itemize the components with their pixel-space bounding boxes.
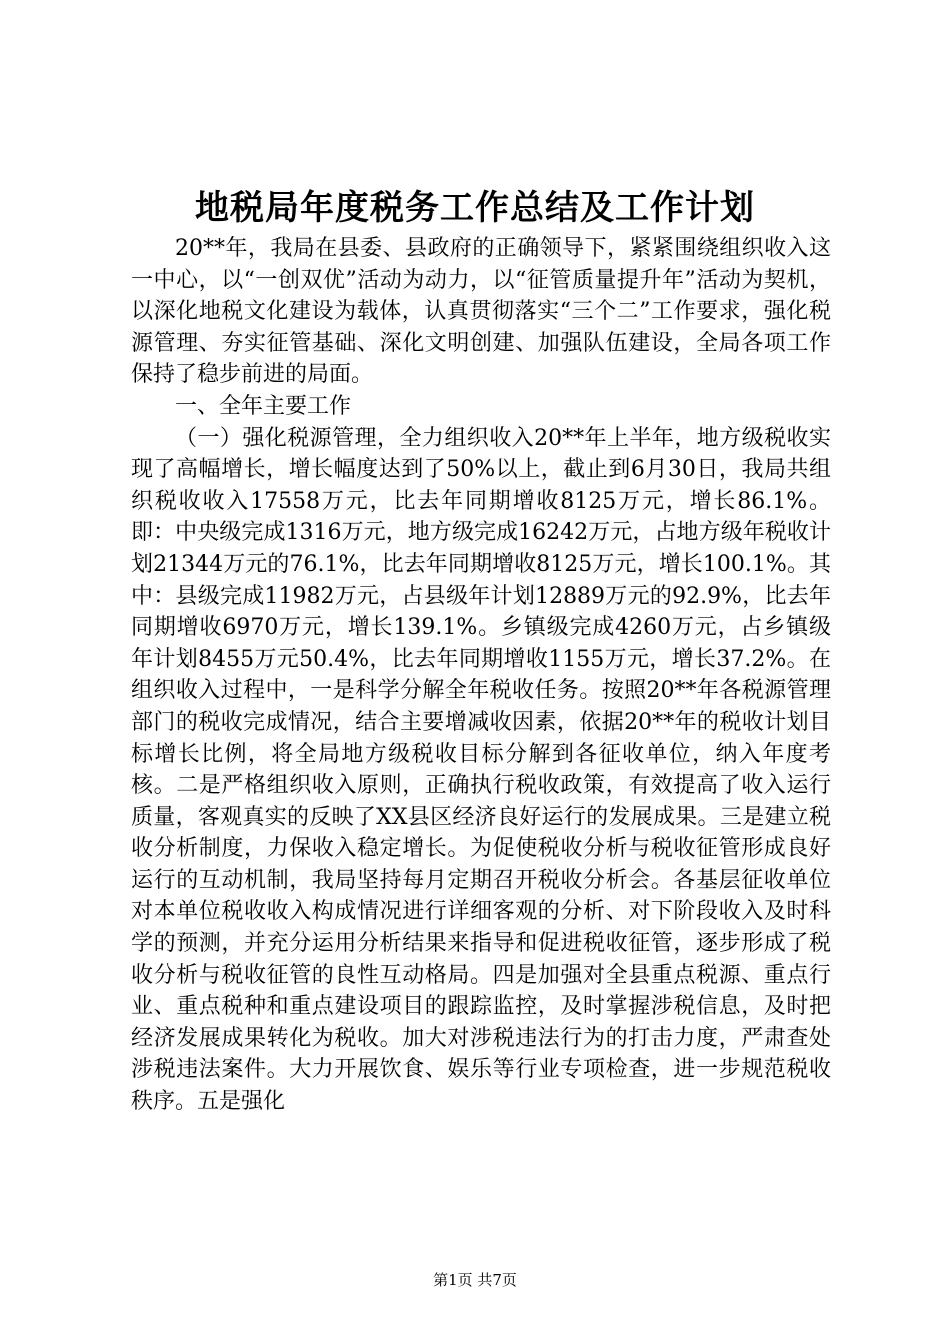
document-body bbox=[131, 233, 831, 1118]
page-footer: 第1页 共7页 bbox=[433, 1271, 517, 1289]
intro-paragraph: 20**年，我局在县委、县政府的正确领导下，紧紧围绕组织收入这一中心，以“一创双优”活动为动力，以“征管质量提升年”活动为契机，以深化地税文化建设为载体，认真贯彻落实“三个二”工作要求，强化税源管理、夯实征管基础、深化文明创建、加强队伍建设，全局各项工作保持了稳步前进的局面。 bbox=[131, 236, 831, 388]
document-title: 地税局年度税务工作总结及工作计划 bbox=[195, 188, 755, 228]
section-heading: 一、全年主要工作 bbox=[175, 393, 352, 419]
section1-paragraph: （一）强化税源管理，全力组织收入20**年上半年，地方级税收实现了高幅增长，增长幅度达到了50%以上，截止到6月30日，我局共组织税收收入17558万元，比去年同期增收8125万元，增长86.1%。即：中央级完成1316万元，地方级完成16242万元，占地方级年税收计划21344万元的76.1%，比去年同期增收8125万元，增长100.1%。其中：县级完成11982万元，占县级年计划12889万元的92.9%，比去年同期增收6970万元，增长139.1%。乡镇级完成4260万元，占乡镇级年计划8455万元50.4%，比去年同期增收1155万元，增长37.2%。在组织收入过程中，一是科学分解全年税收任务。按照20**年各税源管理部门的税收完成情况，结合主要增减收因素，依据20**年的税收计划目标增长比例，将全局地方级税收目标分解到各征收单位，纳入年度考核。二是严格组织收入原则，正确执行税收政策，有效提高了收入运行质量，客观真实的反映了XX县区经济良好运行的发展成果。三是建立税收分析制度，力保收入稳定增长。为促使税收分析与税收征管形成良好运行的互动机制，我局坚持每月定期召开税收分析会。各基层征收单位对本单位税收收入构成情况进行详细客观的分析、对下阶段收入及时科学的预测，并充分运用分析结果来指导和促进税收征管，逐步形成了税收分析与税收征管的良性互动格局。四是加强对全县重点税源、重点行业、重点税种和重点建设项目的跟踪监控，及时掌握涉税信息，及时把经济发展成果转化为税收。加大对涉税违法行为的打击力度，严肃查处涉税违法案件。大力开展饮食、娱乐等行业专项检查，进一步规范税收秩序。五是强化 bbox=[131, 425, 831, 1115]
